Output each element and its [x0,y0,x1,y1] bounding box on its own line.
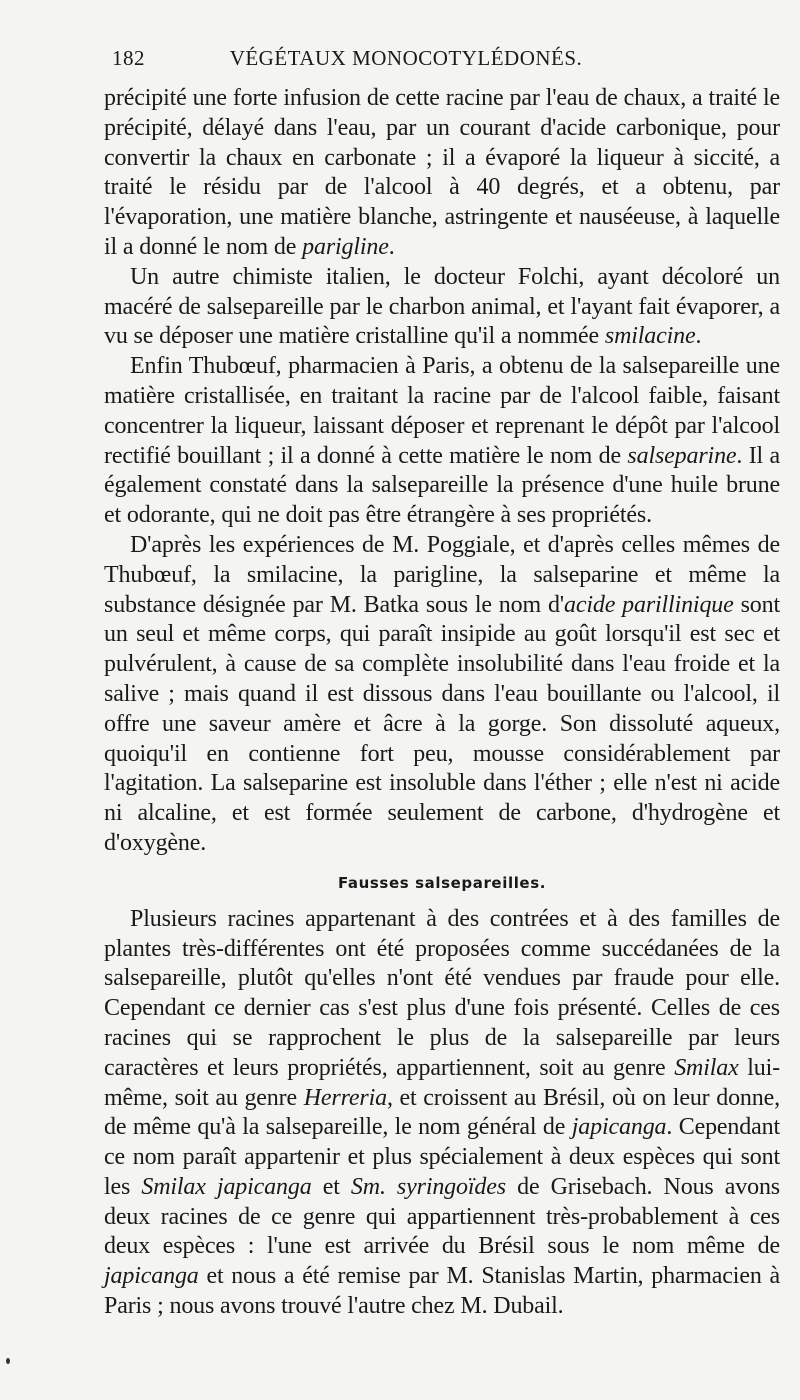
text-run: . Il a également constaté dans la salsepareille la présence d'une huile brune et odorante, qui ne doit pas être étrangère à ses propriétés. [104,442,780,529]
text-body [104,84,780,1322]
text-run: sont un seul et même corps, qui paraît insipide au goût lorsqu'il est sec et pulvérulent, à cause de sa complète insolubilité dans l'eau froide et la salive ; mais quand il est dissous dans l'eau bouillante ou l'alcool, il offre une saveur amère et âcre à la gorge. Son dissoluté aqueux, quoiqu'il en contienne fort peu, mousse considérablement par l'agitation. La salseparine est insoluble dans l'éther ; elle n'est ni acide ni alcaline, et est formée seulement de carbone, d'hydrogène et d'oxygène. [104,591,780,856]
paragraph [104,263,780,352]
text-run: Plusieurs racines appartenant à des contrées et à des familles de plantes très-différentes ont été proposées comme succédanées de la salsepareille, plutôt qu'elles n'ont été vendues par fraude pour elle. Cependant ce dernier cas s'est plus d'une fois présenté. Celles de ces racines qui se rapprochent le plus de la salsepareille par leurs caractères et leurs propriétés, appartiennent, soit au genre [104,905,780,1081]
paragraph [104,905,780,1322]
text-run: lui-même, soit au genre [104,1054,780,1111]
italic-term: acide parillinique [563,591,734,618]
italic-term: Smilax [674,1054,739,1081]
italic-term: Smilax japicanga [141,1173,312,1200]
paragraph [104,531,780,859]
text-run: Un autre chimiste italien, le docteur Folchi, ayant décoloré un macéré de salsepareille par le charbon animal, et l'ayant fait évaporer, a vu se déposer une matière cristalline qu'il a nommée [104,263,780,350]
text-run: et nous a été remise par M. Stanislas Martin, pharmacien à Paris ; nous avons trouvé l'autre chez M. Dubail. [104,1263,780,1320]
italic-term: smilacine [604,323,696,350]
paragraph [104,352,780,531]
text-run: . [388,233,395,260]
text-run: , et croissent au Brésil, où on leur donne, de même qu'à la salsepareille, le nom général de [104,1084,780,1141]
paragraph-group-section [104,905,780,1322]
italic-term: salseparine [627,442,737,469]
text-run: et [311,1173,351,1200]
margin-speck [6,1358,10,1364]
italic-term: Sm. syringoïdes [350,1173,506,1200]
italic-term: Herreria [303,1084,387,1111]
italic-term: japicanga [571,1114,667,1141]
text-run: Enfin Thubœuf, pharmacien à Paris, a obtenu de la salsepareille une matière cristallisée, en traitant la racine par de l'alcool faible, faisant concentrer la liqueur, laissant déposer et reprenant le dépôt par l'alcool rectifié bouillant ; il a donné à cette matière le nom de [104,353,780,469]
paragraph-group-main [104,84,780,859]
running-title: VÉGÉTAUX MONOCOTYLÉDONÉS. [229,46,583,70]
text-run: . [695,323,702,350]
text-run: D'après les expériences de M. Poggiale, et d'après celles mêmes de Thubœuf, la smilacine, la parigline, la salseparine et même la substance désignée par M. Batka sous le nom d' [104,531,780,618]
paragraph [104,84,780,263]
page-number: 182 [112,46,145,70]
italic-term: japicanga [104,1263,199,1290]
text-run: de Grisebach. Nous avons deux racines de ce genre qui appartiennent très-probablement à ces deux espèces : l'une est arrivée du Brésil sous le nom même de [104,1173,780,1260]
text-run: . Cependant ce nom paraît appartenir et plus spécialement à deux espèces qui sont les [104,1114,781,1200]
section-heading: Fausses salsepareilles. [337,873,547,892]
page-header [112,46,760,80]
italic-term: parigline [302,233,389,260]
text-run: précipité une forte infusion de cette racine par l'eau de chaux, a traité le précipité, délayé dans l'eau, par un courant d'acide carbonique, pour convertir la chaux en carbonate ; il a évaporé la liqueur à siccité, a traité le résidu par de l'alcool à 40 degrés, et a obtenu, par l'évaporation, une matière blanche, astringente et nauséeuse, à laquelle il a donné le nom de [104,85,780,260]
